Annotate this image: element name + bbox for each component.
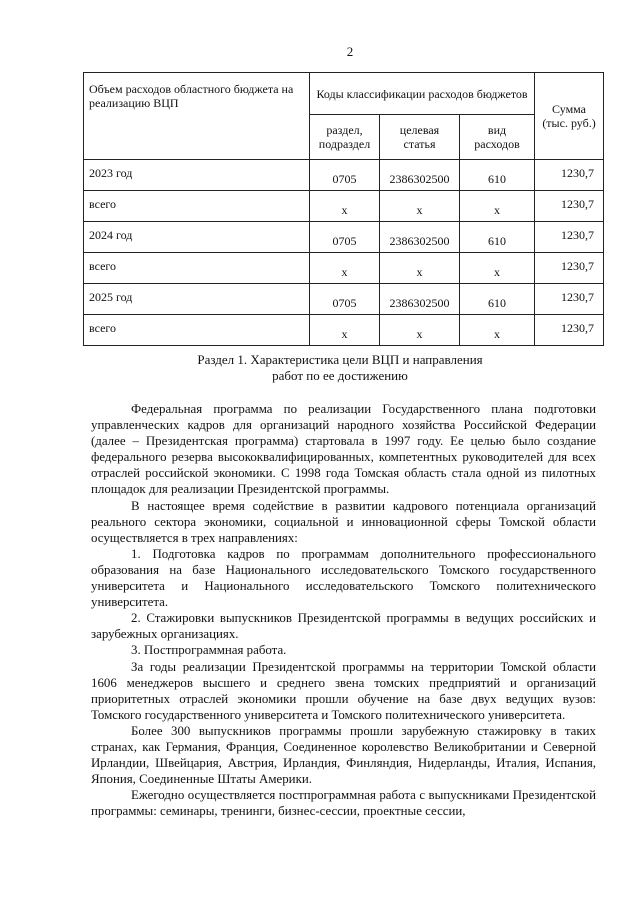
table-row [84, 222, 604, 253]
paragraph: В настоящее время содействие в развитии кадрового потенциала организаций реального сектора экономики, социальной и инновационной сферы Томской области осуществляется в трех направлениях: [91, 498, 596, 545]
row-type: 610 [460, 160, 535, 191]
row-type: х [460, 191, 535, 222]
row-target: х [380, 191, 460, 222]
table-header-row [84, 73, 604, 115]
row-label: 2025 год [84, 284, 310, 315]
paragraph: Федеральная программа по реализации Государственного плана подготовки управленческих кадров для организаций народного хозяйства Российской Федерации (далее – Президентская программа) стартовала в 1997 году. Ее целью было создание федерального резерва высококвалифицированных, компетентных руководителей для всех отраслей российской экономики. С 1998 года Томская область стала одной из пилотных площадок для реализации Президентской программы. [91, 402, 596, 497]
row-sum: 1230,7 [535, 284, 604, 315]
table-row [84, 284, 604, 315]
header-target: целевая статья [380, 115, 460, 160]
header-type: вид расходов [460, 115, 535, 160]
section-title-line1: Раздел 1. Характеристика цели ВЦП и направления [197, 352, 483, 367]
row-label: всего [84, 191, 310, 222]
row-label: 2023 год [84, 160, 310, 191]
row-type: 610 [460, 284, 535, 315]
row-sum: 1230,7 [535, 253, 604, 284]
table-row [84, 191, 604, 222]
paragraph: Ежегодно осуществляется постпрограммная работа с выпускниками Президентской программы: семинары, тренинги, бизнес-сессии, проектные сессии, [91, 788, 596, 819]
paragraph: 3. Постпрограммная работа. [131, 643, 287, 658]
paragraph: 2. Стажировки выпускников Президентской программы в ведущих российских и зарубежных организациях. [91, 611, 596, 642]
row-section: х [310, 191, 380, 222]
header-section: раздел, подраздел [310, 115, 380, 160]
row-label: 2024 год [84, 222, 310, 253]
page-number: 2 [346, 44, 354, 59]
row-type: х [460, 253, 535, 284]
row-target: 2386302500 [380, 222, 460, 253]
paragraph: Более 300 выпускников программы прошли зарубежную стажировку в таких странах, как Германия, Франция, Соединенное королевство Великобритании и Северной Ирландии, Швейцария, Австрия, Ирландия, Финляндия, Нидерланды, Италия, Испания, Япония, Соединенные Штаты Америки. [91, 723, 596, 787]
table-row [84, 160, 604, 191]
row-section: 0705 [310, 284, 380, 315]
row-section: х [310, 315, 380, 346]
header-codes: Коды классификации расходов бюджетов [310, 73, 535, 115]
section-title-line2: работ по ее достижению [272, 368, 408, 383]
table-row [84, 253, 604, 284]
row-sum: 1230,7 [535, 191, 604, 222]
row-sum: 1230,7 [535, 315, 604, 346]
header-sum: Сумма (тыс. руб.) [535, 73, 604, 160]
row-label: всего [84, 253, 310, 284]
row-type: х [460, 315, 535, 346]
row-section: 0705 [310, 222, 380, 253]
paragraph: 1. Подготовка кадров по программам дополнительного профессионального образования на базе Национального исследовательского Томского государственного университета и Национального исследовательского Томского политехнического университета. [91, 546, 596, 610]
row-target: х [380, 253, 460, 284]
row-label: всего [84, 315, 310, 346]
body-text [91, 401, 596, 819]
header-volume: Объем расходов областного бюджета на реализацию ВЦП [84, 73, 310, 160]
section-title [100, 352, 580, 384]
table-row [84, 315, 604, 346]
row-sum: 1230,7 [535, 160, 604, 191]
budget-table [83, 72, 604, 346]
row-type: 610 [460, 222, 535, 253]
row-target: 2386302500 [380, 284, 460, 315]
row-section: 0705 [310, 160, 380, 191]
paragraph: За годы реализации Президентской программы на территории Томской области 1606 менеджеров высшего и среднего звена томских предприятий и организаций приоритетных отраслей экономики прошли обучение на базе двух ведущих вузов: Томского государственного университета и Томского политехнического университета. [91, 659, 596, 722]
row-sum: 1230,7 [535, 222, 604, 253]
row-section: х [310, 253, 380, 284]
row-target: х [380, 315, 460, 346]
row-target: 2386302500 [380, 160, 460, 191]
